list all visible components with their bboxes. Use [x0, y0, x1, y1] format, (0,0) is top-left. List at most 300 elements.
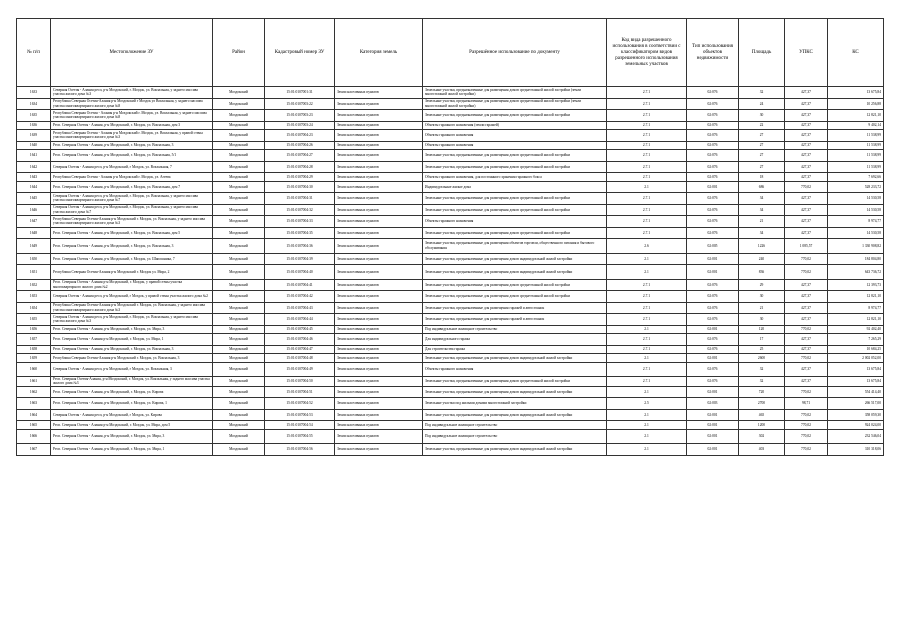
cell-ks: 11 538,99	[828, 150, 884, 162]
cell-district: Моздокский	[213, 98, 265, 110]
cell-use-type: 02:076	[687, 87, 739, 99]
cell-permitted-use: Земельные участки, предназначенные для размещения домов среднеэтажной жилой застройки	[423, 150, 607, 162]
cell-use-type: 02:076	[687, 279, 739, 291]
cell-permitted-use: Земельные участки, предназначенные для размещения гаражей и автостоянок	[423, 302, 607, 314]
cell-cadastral-number: 15:01:0107004:55	[265, 429, 335, 444]
cell-ks: 13 675,84	[828, 377, 884, 387]
cell-use-code: 2.7.1	[607, 216, 687, 228]
table-row	[17, 354, 884, 363]
cell-area: 302	[739, 429, 785, 444]
cell-permitted-use: Объекты гаражного назначения (земли гаражей)	[423, 121, 607, 130]
cell-land-category: Земли населенных пунктов	[335, 291, 423, 303]
cell-location: Республика Северная Осетия-Алания р-н Моздокский г. Моздок, ул. Вокзальная, у заднего массива участка многоквартирного жилого дома №3	[51, 302, 213, 314]
cell-cadastral-number: 15:01:0107004:52	[265, 398, 335, 410]
cell-district: Моздокский	[213, 204, 265, 216]
cell-cadastral-number: 15:01:0107004:35	[265, 227, 335, 239]
cell-area: 27	[739, 130, 785, 142]
cell-area: 27	[739, 141, 785, 150]
cell-permitted-use: Земельные участки, предназначенные для размещения домов среднеэтажной жилой застройки	[423, 161, 607, 173]
cell-use-type: 02:076	[687, 345, 739, 354]
cell-number: 1636	[17, 121, 51, 130]
cell-area: 25	[739, 345, 785, 354]
cell-permitted-use: Земельные участки, предназначенные для размещения объектов торговли, общественного питания и бытового обслуживания	[423, 239, 607, 254]
cell-permitted-use: Земельные участки, предназначенные для размещения домов индивидуальной жилой застройки	[423, 386, 607, 398]
cell-upks: 1 085,57	[785, 239, 828, 254]
cell-upks: 770,02	[785, 409, 828, 421]
cell-upks: 427,37	[785, 130, 828, 142]
cell-ks: 14 530,58	[828, 204, 884, 216]
cell-location: Северная Осетия - Алания респ, р-н Моздокский, г. Моздок, ул. Вокзальная, у заднего массива участка жилого дома №7	[51, 204, 213, 216]
cell-permitted-use: Под индивидуальное жилищное строительство	[423, 325, 607, 334]
cell-location: Северная Осетия - Алания респ, р-н Моздокский, г Моздок, ул. Вокзальная, 7	[51, 161, 213, 173]
cell-permitted-use: Земельные участки, предназначенные для размещения домов среднеэтажной жилой застройки	[423, 193, 607, 205]
cell-location: Респ. Северная Осетия - Алания, р-н Моздокский, г. Моздок, ул. Кирова, 1	[51, 398, 213, 410]
table-row	[17, 291, 884, 303]
cell-cadastral-number: 15:01:0107004:29	[265, 173, 335, 182]
cell-cadastral-number: 15:01:0107004:46	[265, 334, 335, 346]
cell-land-category: Земли населенных пунктов	[335, 386, 423, 398]
cell-use-code: 2.7.1	[607, 291, 687, 303]
cell-cadastral-number: 15:01:0107004:23	[265, 130, 335, 142]
header-district: Район	[213, 19, 265, 87]
cell-cadastral-number: 15:01:0107004:27	[265, 150, 335, 162]
cell-cadastral-number: 15:01:0107004:30	[265, 181, 335, 193]
cell-district: Моздокский	[213, 173, 265, 182]
cell-number: 1663	[17, 398, 51, 410]
cell-land-category: Земли населенных пунктов	[335, 216, 423, 228]
cell-land-category: Земли населенных пунктов	[335, 421, 423, 430]
cell-cadastral-number: 15:01:0107004:33	[265, 216, 335, 228]
cell-use-code: 2.1	[607, 325, 687, 334]
cell-cadastral-number: 15:01:0107004:39	[265, 253, 335, 265]
header-number: № п/п	[17, 19, 51, 87]
cell-number: 1664	[17, 409, 51, 421]
table-row	[17, 253, 884, 265]
cell-land-category: Земли населенных пунктов	[335, 87, 423, 99]
cell-use-code: 2.1	[607, 253, 687, 265]
cell-permitted-use: Земельные участки под жилыми домами многоэтажной застройки	[423, 398, 607, 410]
cell-use-type: 02:076	[687, 193, 739, 205]
cell-ks: 8 974,77	[828, 302, 884, 314]
table-row	[17, 325, 884, 334]
table-row	[17, 161, 884, 173]
cell-use-type: 02:076	[687, 204, 739, 216]
cell-upks: 427,37	[785, 377, 828, 387]
cell-upks: 98,71	[785, 398, 828, 410]
cell-upks: 770,02	[785, 444, 828, 456]
cell-land-category: Земли населенных пунктов	[335, 141, 423, 150]
cell-permitted-use: Земельные участки, предназначенные для размещения домов среднеэтажной жилой застройки	[423, 279, 607, 291]
cell-use-type: 02:076	[687, 314, 739, 326]
cell-area: 836	[739, 265, 785, 280]
cell-land-category: Земли населенных пунктов	[335, 193, 423, 205]
cell-number: 1666	[17, 429, 51, 444]
cell-ks: 8 974,77	[828, 216, 884, 228]
cell-use-type: 02:076	[687, 141, 739, 150]
cell-permitted-use: Индивидуальные жилые дома	[423, 181, 607, 193]
cell-use-code: 2.7.1	[607, 227, 687, 239]
cell-use-type: 02:005	[687, 239, 739, 254]
cell-permitted-use: Земельные участки, предназначенные для размещения домов среднеэтажной жилой застройки	[423, 204, 607, 216]
cell-ks: 266 517,00	[828, 398, 884, 410]
cell-ks: 7 692,66	[828, 173, 884, 182]
cell-number: 1659	[17, 354, 51, 363]
header-cadastral-number: Кадастровый номер ЗУ	[265, 19, 335, 87]
cell-use-type: 02:076	[687, 130, 739, 142]
cell-area: 240	[739, 253, 785, 265]
cell-upks: 770,02	[785, 421, 828, 430]
cell-area: 720	[739, 386, 785, 398]
cell-district: Моздокский	[213, 409, 265, 421]
cell-permitted-use: Для индивидуального гаража	[423, 334, 607, 346]
header-permitted-use: Разрешённое использование по документу	[423, 19, 607, 87]
cell-land-category: Земли населенных пунктов	[335, 239, 423, 254]
cell-upks: 770,02	[785, 181, 828, 193]
header-land-category: Категория земель	[335, 19, 423, 87]
cell-upks: 770,02	[785, 253, 828, 265]
cell-permitted-use: Земельные участки, предназначенные для размещения домов индивидуальной жилой застройки	[423, 265, 607, 280]
cell-cadastral-number: 15:01:0107004:26	[265, 141, 335, 150]
cell-number: 1641	[17, 150, 51, 162]
cell-number: 1643	[17, 173, 51, 182]
cell-district: Моздокский	[213, 325, 265, 334]
cell-district: Моздокский	[213, 193, 265, 205]
cell-use-type: 02:076	[687, 291, 739, 303]
cell-area: 30	[739, 110, 785, 122]
cell-upks: 427,37	[785, 141, 828, 150]
cell-use-code: 2.7.1	[607, 130, 687, 142]
cell-cadastral-number: 15:01:0107004:51	[265, 386, 335, 398]
cell-ks: 9 402,14	[828, 121, 884, 130]
table-row	[17, 429, 884, 444]
cell-cadastral-number: 15:01:0107004:28	[265, 161, 335, 173]
cell-area: 32	[739, 87, 785, 99]
cell-area: 29	[739, 279, 785, 291]
table-row	[17, 279, 884, 291]
cell-use-type: 02:076	[687, 227, 739, 239]
cell-area: 32	[739, 377, 785, 387]
cell-cadastral-number: 15:01:0107004:36	[265, 239, 335, 254]
cell-number: 1657	[17, 334, 51, 346]
cell-number: 1662	[17, 386, 51, 398]
cell-location: Респ. Северная Осетия - Алания, р-н Моздокский, г. Моздок, ул. Вокзальная, 3	[51, 141, 213, 150]
cell-ks: 10 684,25	[828, 345, 884, 354]
cell-cadastral-number: 15:01:0107004:50	[265, 377, 335, 387]
cell-ks: 12 821,10	[828, 110, 884, 122]
cell-district: Моздокский	[213, 110, 265, 122]
cell-district: Моздокский	[213, 150, 265, 162]
table-row	[17, 193, 884, 205]
cell-area: 24	[739, 98, 785, 110]
cell-upks: 427,37	[785, 161, 828, 173]
cell-district: Моздокский	[213, 314, 265, 326]
cell-permitted-use: Под индивидуальное жилищное строительство	[423, 421, 607, 430]
cell-number: 1661	[17, 377, 51, 387]
cell-ks: 12 821,10	[828, 314, 884, 326]
cell-use-type: 02:076	[687, 121, 739, 130]
cell-cadastral-number: 15:01:0107004:40	[265, 265, 335, 280]
cell-use-code: 2.7.1	[607, 345, 687, 354]
cell-use-code: 2.1	[607, 265, 687, 280]
cell-location: Республика Северная Осетия-Алания р-н Моздокский г. Моздок, ул. Вокзальная, 3	[51, 354, 213, 363]
cell-location: Северная Осетия - Алания респ, р-н Моздокский, г Моздок, у правой стены участка жилого дома №2	[51, 291, 213, 303]
cell-upks: 427,37	[785, 216, 828, 228]
table-row	[17, 121, 884, 130]
cell-district: Моздокский	[213, 141, 265, 150]
cell-number: 1644	[17, 181, 51, 193]
cell-ks: 1 330 908,82	[828, 239, 884, 254]
cell-upks: 770,02	[785, 429, 828, 444]
cell-land-category: Земли населенных пунктов	[335, 121, 423, 130]
cell-cadastral-number: 15:01:0107004:42	[265, 291, 335, 303]
cell-ks: 13 675,84	[828, 362, 884, 377]
cell-permitted-use: Земельные участки, предназначенные для размещения домов среднеэтажной жилой застройки	[423, 227, 607, 239]
cell-ks: 7 265,29	[828, 334, 884, 346]
cell-use-type: 02:001	[687, 444, 739, 456]
cell-location: Респ. Северная Осетия - Алания р-н Моздокский, г. Моздок, у правой стены участка многоквартирного жилого дома №2	[51, 279, 213, 291]
table-row	[17, 377, 884, 387]
cell-ks: 528 233,72	[828, 181, 884, 193]
cell-upks: 770,02	[785, 386, 828, 398]
cell-use-type: 02:076	[687, 150, 739, 162]
table-row	[17, 362, 884, 377]
cell-permitted-use: Объекты гаражного назначения	[423, 130, 607, 142]
cell-land-category: Земли населенных пунктов	[335, 334, 423, 346]
cell-ks: 643 736,72	[828, 265, 884, 280]
table-row	[17, 216, 884, 228]
cell-district: Моздокский	[213, 291, 265, 303]
cell-permitted-use: Земельные участки, предназначенные для размещения домов индивидуальной жилой застройки	[423, 409, 607, 421]
cell-land-category: Земли населенных пунктов	[335, 110, 423, 122]
cell-land-category: Земли населенных пунктов	[335, 302, 423, 314]
cell-number: 1646	[17, 204, 51, 216]
cell-use-code: 2.7.1	[607, 377, 687, 387]
cell-district: Моздокский	[213, 377, 265, 387]
cell-land-category: Земли населенных пунктов	[335, 279, 423, 291]
cell-use-type: 02:001	[687, 253, 739, 265]
cell-ks: 2 002 052,00	[828, 354, 884, 363]
table-row	[17, 314, 884, 326]
cell-use-type: 02:076	[687, 362, 739, 377]
cell-use-code: 2.7.1	[607, 314, 687, 326]
cell-cadastral-number: 15:01:0107003:23	[265, 110, 335, 122]
table-row	[17, 265, 884, 280]
cell-land-category: Земли населенных пунктов	[335, 265, 423, 280]
table-row	[17, 150, 884, 162]
cell-ks: 92 402,40	[828, 325, 884, 334]
cell-upks: 770,02	[785, 265, 828, 280]
cell-ks: 10 256,88	[828, 98, 884, 110]
cell-use-type: 02:076	[687, 334, 739, 346]
cell-district: Моздокский	[213, 161, 265, 173]
cell-use-type: 02:001	[687, 429, 739, 444]
cell-location: Северная Осетия - Алания респ, р-н Моздокский, г. Моздок, ул. Вокзальная, у заднего массива участка жилого дома №3	[51, 87, 213, 99]
table-row	[17, 386, 884, 398]
header-use-type: Тип использования объектов недвижимости	[687, 19, 739, 87]
cell-number: 1639	[17, 130, 51, 142]
cell-use-type: 02:076	[687, 216, 739, 228]
cell-use-code: 2.7.1	[607, 204, 687, 216]
cell-use-type: 02:003	[687, 398, 739, 410]
table-row	[17, 181, 884, 193]
table-row	[17, 345, 884, 354]
cell-location: Респ. Северная Осетия - Алания, р-н Моздокский, г. Моздок, ул. Мира, 3	[51, 325, 213, 334]
cell-permitted-use: Земельные участки, предназначенные для размещения домов среднеэтажной жилой застройки (земли многоэтажной жилой застройки)	[423, 98, 607, 110]
cell-use-code: 2.1	[607, 409, 687, 421]
cell-ks: 11 538,99	[828, 141, 884, 150]
cell-area: 34	[739, 204, 785, 216]
cell-use-code: 2.1	[607, 181, 687, 193]
cell-number: 1640	[17, 141, 51, 150]
cell-land-category: Земли населенных пунктов	[335, 345, 423, 354]
cell-district: Моздокский	[213, 130, 265, 142]
cell-cadastral-number: 15:01:0107004:56	[265, 444, 335, 456]
land-registry-table	[16, 18, 884, 456]
cell-location: Республика Северная Осетия-Алания р-н Моздокский г Моздок ул Вокзальная, у заднего массива участка многоквартирного жилого дома №8	[51, 98, 213, 110]
table-row	[17, 334, 884, 346]
cell-district: Моздокский	[213, 121, 265, 130]
cell-ks: 13 675,84	[828, 87, 884, 99]
cell-use-code: 2.7.1	[607, 98, 687, 110]
cell-cadastral-number: 15:01:0107004:44	[265, 314, 335, 326]
cell-location: Респ. Северная Осетия - Алания, р-н Моздокский, г. Моздок, ул. Вокзальная, 5/1	[51, 150, 213, 162]
cell-use-type: 02:076	[687, 161, 739, 173]
cell-upks: 427,37	[785, 204, 828, 216]
cell-cadastral-number: 15:01:0107001:31	[265, 87, 335, 99]
cell-use-code: 2.7.1	[607, 110, 687, 122]
cell-number: 1653	[17, 291, 51, 303]
cell-use-code: 2.7.1	[607, 362, 687, 377]
cell-permitted-use: Земельные участки, предназначенные для размещения домов индивидуальной жилой застройки	[423, 354, 607, 363]
cell-ks: 12 821,10	[828, 291, 884, 303]
cell-area: 30	[739, 291, 785, 303]
cell-use-type: 02:001	[687, 386, 739, 398]
cell-cadastral-number: 15:01:0107003:22	[265, 98, 335, 110]
cell-location: Северная Осетия - Алания респ, р-н Моздокский, г. Моздок, ул. Вокзальная, у заднего массива участка многоквартирного жилого дома №7	[51, 193, 213, 205]
cell-location: Респ. Северная Осетия-Алания, р-н Моздокский, г. Моздок, ул. Вокзальная, у заднего массива участка жилого дома №3	[51, 377, 213, 387]
cell-area: 17	[739, 334, 785, 346]
cell-cadastral-number: 15:01:0107004:47	[265, 345, 335, 354]
cell-upks: 770,02	[785, 354, 828, 363]
cell-ks: 14 530,58	[828, 227, 884, 239]
cell-land-category: Земли населенных пунктов	[335, 98, 423, 110]
cell-location: Респ. Северная Осетия - Алания, р-н Моздокский, г. Моздок, ул. Кирова	[51, 386, 213, 398]
cell-use-type: 02:076	[687, 98, 739, 110]
cell-use-code: 2.7.1	[607, 334, 687, 346]
cell-location: Северная Осетия - Алания респ, р-н Моздокский, г Моздок, ул. Вокзальная, 3	[51, 362, 213, 377]
cell-land-category: Земли населенных пунктов	[335, 444, 423, 456]
cell-upks: 427,37	[785, 362, 828, 377]
cell-area: 2700	[739, 398, 785, 410]
cell-upks: 427,37	[785, 110, 828, 122]
cell-land-category: Земли населенных пунктов	[335, 161, 423, 173]
table-row	[17, 398, 884, 410]
header-upks: УПКС	[785, 19, 828, 87]
cell-location: Респ. Северная Осетия - Алания р-н Моздокский, г. Моздок, ул. Мира, дом 5	[51, 421, 213, 430]
cell-district: Моздокский	[213, 362, 265, 377]
cell-permitted-use: Земельные участки, предназначенные для размещения домов среднеэтажной жилой застройки (земли многоэтажной жилой застройки)	[423, 87, 607, 99]
cell-land-category: Земли населенных пунктов	[335, 314, 423, 326]
cell-number: 1655	[17, 314, 51, 326]
cell-district: Моздокский	[213, 279, 265, 291]
cell-district: Моздокский	[213, 444, 265, 456]
cell-land-category: Земли населенных пунктов	[335, 354, 423, 363]
cell-cadastral-number: 15:01:0107004:53	[265, 409, 335, 421]
cell-use-code: 2.6	[607, 239, 687, 254]
cell-district: Моздокский	[213, 216, 265, 228]
header-area: Площадь	[739, 19, 785, 87]
cell-cadastral-number: 15:01:0107004:31	[265, 193, 335, 205]
cell-ks: 12 393,73	[828, 279, 884, 291]
cell-permitted-use: Объекты гаражного назначения, для постоянного хранения гаражного бокса	[423, 173, 607, 182]
cell-permitted-use: Для строительства гаража	[423, 345, 607, 354]
cell-location: Респ. Северная Осетия - Алания, р-н Моздокский, г. Моздок, ул. Вокзальная, дом 5	[51, 227, 213, 239]
cell-land-category: Земли населенных пунктов	[335, 362, 423, 377]
cell-upks: 427,37	[785, 314, 828, 326]
cell-use-code: 2.7.1	[607, 302, 687, 314]
cell-location: Респ. Северная Осетия - Алания, р-н Моздокский, г. Моздок, ул. Вокзальная, 3	[51, 239, 213, 254]
cell-location: Респ. Северная Осетия - Алания, р-н Моздокский, г. Моздок, ул. Вокзальная, дом 3	[51, 121, 213, 130]
cell-ks: 310 318,06	[828, 444, 884, 456]
cell-land-category: Земли населенных пунктов	[335, 409, 423, 421]
cell-area: 120	[739, 325, 785, 334]
cell-permitted-use: Земельные участки, предназначенные для размещения гаражей и автостоянок	[423, 314, 607, 326]
cell-use-type: 02:001	[687, 265, 739, 280]
cell-permitted-use: Земельные участки, предназначенные для размещения домов среднеэтажной жилой застройки	[423, 377, 607, 387]
cell-number: 1633	[17, 87, 51, 99]
cell-area: 21	[739, 216, 785, 228]
table-row	[17, 421, 884, 430]
cell-ks: 232 546,04	[828, 429, 884, 444]
cell-location: Респ. Северная Осетия - Алания, р-н Моздокский, г. Моздок, ул. Шапошника, 7	[51, 253, 213, 265]
cell-upks: 427,37	[785, 98, 828, 110]
cell-area: 2600	[739, 354, 785, 363]
cell-cadastral-number: 15:01:0107004:48	[265, 354, 335, 363]
cell-use-code: 2.7.1	[607, 141, 687, 150]
cell-area: 1200	[739, 421, 785, 430]
cell-permitted-use: Земельные участки, предназначенные для размещения домов индивидуальной жилой застройки	[423, 444, 607, 456]
cell-number: 1658	[17, 345, 51, 354]
cell-permitted-use: Объекты гаражного назначения	[423, 216, 607, 228]
cell-permitted-use: Земельные участки, предназначенные для размещения домов среднеэтажной жилой застройки	[423, 110, 607, 122]
cell-ks: 554 414,40	[828, 386, 884, 398]
cell-location: Респ. Северная Осетия - Алания, р-н Моздокский, г. Моздок, ул. Вокзальная, 3	[51, 345, 213, 354]
cell-district: Моздокский	[213, 334, 265, 346]
cell-use-type: 02:001	[687, 409, 739, 421]
table-row	[17, 239, 884, 254]
header-location: Местоположение ЗУ	[51, 19, 213, 87]
cell-land-category: Земли населенных пунктов	[335, 204, 423, 216]
cell-upks: 427,37	[785, 279, 828, 291]
cell-upks: 427,37	[785, 193, 828, 205]
table-row	[17, 204, 884, 216]
cell-area: 465	[739, 409, 785, 421]
table-row	[17, 130, 884, 142]
cell-location: Северная Осетия - Алания респ, р-н Моздокский, г Моздок, ул. Кирова	[51, 409, 213, 421]
cell-number: 1654	[17, 302, 51, 314]
cell-upks: 427,37	[785, 87, 828, 99]
cell-land-category: Земли населенных пунктов	[335, 398, 423, 410]
cell-use-code: 2.7.1	[607, 121, 687, 130]
cell-district: Моздокский	[213, 421, 265, 430]
cell-area: 403	[739, 444, 785, 456]
cell-area: 1226	[739, 239, 785, 254]
cell-location: Республика Северная Осетия-Алания р-н Моздокский г. Моздок, ул. Вокзальная, у заднего массива участка многоквартирного жилого дома №3	[51, 216, 213, 228]
cell-number: 1635	[17, 110, 51, 122]
cell-ks: 924 024,00	[828, 421, 884, 430]
table-row	[17, 87, 884, 99]
cell-district: Моздокский	[213, 386, 265, 398]
